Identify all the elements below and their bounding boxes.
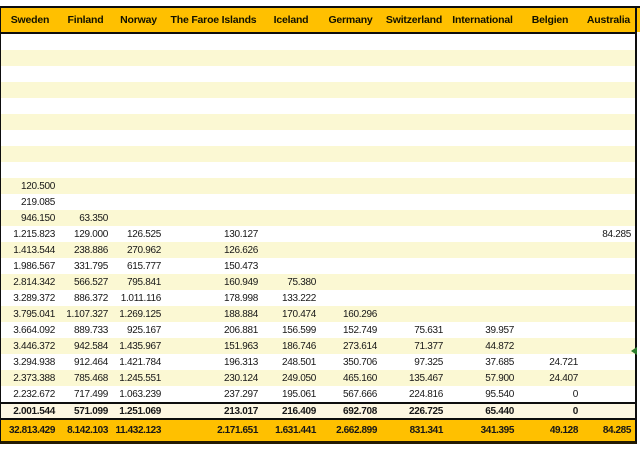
cell[interactable]: 237.297 xyxy=(223,388,258,400)
cell[interactable] xyxy=(320,226,381,242)
cell[interactable] xyxy=(165,114,262,130)
cell[interactable]: 126.626 xyxy=(223,244,258,256)
cell[interactable] xyxy=(381,114,447,130)
cell[interactable] xyxy=(381,98,447,114)
cell[interactable] xyxy=(320,258,381,274)
cell[interactable] xyxy=(59,130,112,146)
cell[interactable] xyxy=(582,50,635,66)
cell[interactable] xyxy=(582,114,635,130)
cell[interactable] xyxy=(518,226,582,242)
cell[interactable]: 1.986.567 xyxy=(13,260,55,272)
table-row xyxy=(1,82,635,98)
cell[interactable] xyxy=(262,226,320,242)
cell[interactable]: 196.313 xyxy=(223,356,258,368)
cell[interactable]: 3.289.372 xyxy=(13,292,55,304)
cell[interactable] xyxy=(518,34,582,50)
column-header-germany[interactable]: Germany xyxy=(328,14,373,26)
cell[interactable] xyxy=(165,210,262,226)
cell[interactable] xyxy=(447,130,518,146)
cell[interactable]: 24.721 xyxy=(549,356,578,368)
table-row xyxy=(1,162,635,178)
cell[interactable] xyxy=(447,50,518,66)
cell[interactable]: 195.061 xyxy=(281,388,316,400)
cell[interactable] xyxy=(320,34,381,50)
cell[interactable]: 831.341 xyxy=(409,425,443,436)
cell[interactable]: 226.725 xyxy=(408,405,443,417)
cell[interactable]: 571.099 xyxy=(73,405,108,417)
table-row xyxy=(1,338,635,354)
cell[interactable] xyxy=(582,306,635,322)
cell[interactable]: 156.599 xyxy=(281,324,316,336)
table-body xyxy=(1,34,635,402)
cell[interactable]: 135.467 xyxy=(408,372,443,384)
cell[interactable] xyxy=(1,98,59,114)
cell[interactable] xyxy=(262,146,320,162)
cell[interactable] xyxy=(262,82,320,98)
cell[interactable]: 213.017 xyxy=(223,405,258,417)
cell[interactable] xyxy=(447,66,518,82)
column-header-finland[interactable]: Finland xyxy=(67,14,104,26)
cell[interactable]: 270.962 xyxy=(126,244,161,256)
cell[interactable] xyxy=(518,178,582,194)
green-arrow-marker xyxy=(631,347,637,355)
cell[interactable] xyxy=(518,130,582,146)
cell[interactable]: 692.708 xyxy=(342,405,377,417)
table-row xyxy=(1,66,635,82)
cell[interactable] xyxy=(447,98,518,114)
cell[interactable] xyxy=(381,258,447,274)
cell[interactable] xyxy=(165,162,262,178)
cell[interactable]: 1.107.327 xyxy=(66,308,108,320)
cell[interactable]: 567.666 xyxy=(342,388,377,400)
cell[interactable] xyxy=(582,258,635,274)
cell[interactable]: 130.127 xyxy=(223,228,258,240)
cell[interactable]: 133.222 xyxy=(281,292,316,304)
cell[interactable] xyxy=(59,50,112,66)
cell[interactable] xyxy=(165,82,262,98)
cell[interactable]: 37.685 xyxy=(485,356,514,368)
cell[interactable]: 249.050 xyxy=(281,372,316,384)
cell[interactable] xyxy=(582,98,635,114)
cell[interactable] xyxy=(320,194,381,210)
cell[interactable] xyxy=(582,210,635,226)
cell[interactable]: 350.706 xyxy=(342,356,377,368)
table-row xyxy=(1,354,635,370)
cell[interactable] xyxy=(518,322,582,338)
cell[interactable]: 912.464 xyxy=(73,356,108,368)
cell[interactable] xyxy=(447,194,518,210)
cell[interactable]: 1.011.116 xyxy=(120,292,161,304)
cell[interactable] xyxy=(447,146,518,162)
cell[interactable]: 889.733 xyxy=(73,324,108,336)
cell[interactable]: 1.245.551 xyxy=(119,372,161,384)
cell[interactable] xyxy=(518,306,582,322)
cell[interactable] xyxy=(518,210,582,226)
cell[interactable] xyxy=(582,354,635,370)
cell[interactable]: 717.499 xyxy=(73,388,108,400)
cell[interactable] xyxy=(59,162,112,178)
cell[interactable]: 160.296 xyxy=(342,308,377,320)
table-row xyxy=(1,178,635,194)
cell[interactable]: 97.325 xyxy=(414,356,443,368)
cell[interactable] xyxy=(165,130,262,146)
cell[interactable]: 238.886 xyxy=(73,244,108,256)
cell[interactable]: 465.160 xyxy=(342,372,377,384)
cell[interactable] xyxy=(262,178,320,194)
table-row xyxy=(1,226,635,242)
cell[interactable] xyxy=(1,114,59,130)
cell[interactable]: 11.432.123 xyxy=(115,425,161,436)
cell[interactable] xyxy=(518,274,582,290)
table-row xyxy=(1,98,635,114)
cell[interactable] xyxy=(381,130,447,146)
cell[interactable] xyxy=(447,274,518,290)
cell[interactable] xyxy=(262,194,320,210)
cell[interactable] xyxy=(1,130,59,146)
cell[interactable]: 785.468 xyxy=(73,372,108,384)
cell[interactable] xyxy=(447,242,518,258)
cell[interactable] xyxy=(112,66,165,82)
cell[interactable] xyxy=(262,50,320,66)
cell[interactable] xyxy=(112,178,165,194)
cell[interactable] xyxy=(112,146,165,162)
cell[interactable] xyxy=(381,194,447,210)
cell[interactable]: 2.662.899 xyxy=(336,425,377,436)
cell[interactable] xyxy=(518,82,582,98)
cell[interactable] xyxy=(112,98,165,114)
cell[interactable] xyxy=(582,130,635,146)
cell[interactable] xyxy=(582,146,635,162)
cell[interactable] xyxy=(320,178,381,194)
cell[interactable]: 0 xyxy=(572,405,578,417)
cell[interactable] xyxy=(59,66,112,82)
cell[interactable] xyxy=(381,306,447,322)
cell[interactable] xyxy=(1,146,59,162)
cell[interactable] xyxy=(447,82,518,98)
cell[interactable] xyxy=(320,114,381,130)
cell[interactable] xyxy=(518,338,582,354)
cell[interactable] xyxy=(582,178,635,194)
cell[interactable] xyxy=(59,114,112,130)
table-row xyxy=(1,130,635,146)
table-row xyxy=(1,194,635,210)
table-row xyxy=(1,274,635,290)
cell[interactable]: 615.777 xyxy=(126,260,161,272)
cell[interactable]: 2.001.544 xyxy=(13,405,55,417)
cell[interactable] xyxy=(59,34,112,50)
cell[interactable] xyxy=(582,290,635,306)
cell[interactable] xyxy=(112,50,165,66)
cell[interactable]: 0 xyxy=(572,388,578,400)
table-row xyxy=(1,210,635,226)
cell[interactable] xyxy=(320,50,381,66)
cell[interactable] xyxy=(1,50,59,66)
cell[interactable]: 44.872 xyxy=(485,340,514,352)
cell[interactable] xyxy=(447,162,518,178)
cell[interactable] xyxy=(320,210,381,226)
cell[interactable] xyxy=(447,178,518,194)
cell[interactable] xyxy=(447,290,518,306)
cell[interactable] xyxy=(582,386,635,402)
cell[interactable] xyxy=(381,66,447,82)
cell[interactable] xyxy=(165,194,262,210)
cell[interactable]: 273.614 xyxy=(342,340,377,352)
cell[interactable] xyxy=(320,162,381,178)
table-row xyxy=(1,290,635,306)
cell[interactable]: 341.395 xyxy=(480,425,514,436)
cell[interactable] xyxy=(381,82,447,98)
table-row xyxy=(1,50,635,66)
cell[interactable] xyxy=(59,178,112,194)
cell[interactable]: 1.413.544 xyxy=(13,244,55,256)
cell[interactable]: 2.232.672 xyxy=(13,388,55,400)
cell[interactable]: 2.171.651 xyxy=(217,425,258,436)
cell[interactable] xyxy=(582,34,635,50)
cell[interactable]: 886.372 xyxy=(73,292,108,304)
cell[interactable]: 2.373.388 xyxy=(13,372,55,384)
cell[interactable]: 63.350 xyxy=(79,212,108,224)
table-row xyxy=(1,34,635,50)
cell[interactable] xyxy=(518,146,582,162)
cell[interactable] xyxy=(165,146,262,162)
total-row xyxy=(1,420,635,441)
cell[interactable]: 24.407 xyxy=(549,372,578,384)
cell[interactable] xyxy=(518,194,582,210)
table-row xyxy=(1,322,635,338)
cell[interactable]: 150.473 xyxy=(223,260,258,272)
cell[interactable] xyxy=(262,210,320,226)
cell[interactable] xyxy=(582,194,635,210)
spreadsheet-table xyxy=(0,6,637,444)
cell[interactable] xyxy=(582,322,635,338)
cell[interactable] xyxy=(582,404,635,418)
cell[interactable] xyxy=(447,226,518,242)
cell[interactable]: 32.813.429 xyxy=(8,425,55,436)
cell[interactable] xyxy=(165,66,262,82)
cell[interactable] xyxy=(262,34,320,50)
cell[interactable] xyxy=(447,114,518,130)
cell[interactable] xyxy=(112,34,165,50)
cell[interactable] xyxy=(112,130,165,146)
table-row xyxy=(1,114,635,130)
cell[interactable] xyxy=(381,290,447,306)
cell[interactable]: 925.167 xyxy=(126,324,161,336)
cell[interactable] xyxy=(1,34,59,50)
cell[interactable]: 1.269.125 xyxy=(119,308,161,320)
cell[interactable] xyxy=(112,194,165,210)
cell[interactable]: 170.474 xyxy=(281,308,316,320)
cell[interactable]: 1.063.239 xyxy=(119,388,161,400)
cell[interactable] xyxy=(381,274,447,290)
cell[interactable] xyxy=(582,66,635,82)
cell[interactable]: 84.285 xyxy=(602,425,631,436)
table-row xyxy=(1,306,635,322)
cell[interactable] xyxy=(381,210,447,226)
cell[interactable]: 39.957 xyxy=(485,324,514,336)
cell[interactable] xyxy=(262,114,320,130)
cell[interactable]: 120.500 xyxy=(20,180,55,192)
cell[interactable]: 49.128 xyxy=(549,425,578,436)
cell[interactable] xyxy=(381,242,447,258)
table-row xyxy=(1,242,635,258)
cell[interactable]: 3.664.092 xyxy=(13,324,55,336)
column-header-the-faroe-islands[interactable]: The Faroe Islands xyxy=(170,14,257,26)
cell[interactable] xyxy=(59,98,112,114)
cell[interactable] xyxy=(320,274,381,290)
cell[interactable] xyxy=(165,178,262,194)
cell[interactable] xyxy=(582,370,635,386)
subtotal-row xyxy=(1,402,635,420)
cell[interactable]: 95.540 xyxy=(485,388,514,400)
cell[interactable] xyxy=(262,98,320,114)
cell[interactable]: 331.795 xyxy=(73,260,108,272)
cell[interactable]: 8.142.103 xyxy=(67,425,108,436)
cell[interactable] xyxy=(165,98,262,114)
cell[interactable] xyxy=(518,290,582,306)
cell[interactable] xyxy=(262,242,320,258)
cell[interactable] xyxy=(320,146,381,162)
table-row xyxy=(1,258,635,274)
cell[interactable] xyxy=(381,178,447,194)
cell[interactable]: 230.124 xyxy=(223,372,258,384)
table-header-row xyxy=(1,8,635,34)
cell[interactable] xyxy=(381,162,447,178)
cell[interactable]: 188.884 xyxy=(223,308,258,320)
cell[interactable]: 1.251.069 xyxy=(119,405,161,417)
cell[interactable] xyxy=(582,82,635,98)
table-row xyxy=(1,146,635,162)
cell[interactable]: 126.525 xyxy=(126,228,161,240)
cell[interactable]: 178.998 xyxy=(223,292,258,304)
cell[interactable] xyxy=(582,162,635,178)
cell[interactable]: 3.795.041 xyxy=(13,308,55,320)
cell[interactable]: 224.816 xyxy=(408,388,443,400)
cell[interactable]: 206.881 xyxy=(223,324,258,336)
cell[interactable] xyxy=(320,66,381,82)
cell[interactable] xyxy=(381,146,447,162)
column-header-belgien[interactable]: Belgien xyxy=(531,14,569,26)
table-row xyxy=(1,370,635,386)
cell[interactable] xyxy=(518,66,582,82)
cell[interactable] xyxy=(320,98,381,114)
cell[interactable] xyxy=(447,34,518,50)
cell[interactable] xyxy=(518,258,582,274)
column-header-international[interactable]: International xyxy=(452,14,513,26)
cell[interactable]: 1.215.823 xyxy=(13,228,55,240)
cell[interactable] xyxy=(262,130,320,146)
cell[interactable] xyxy=(582,274,635,290)
cell[interactable] xyxy=(1,162,59,178)
column-header-sweden[interactable]: Sweden xyxy=(10,14,50,26)
cell[interactable] xyxy=(320,242,381,258)
cell[interactable] xyxy=(582,338,635,354)
cell[interactable] xyxy=(1,66,59,82)
cell[interactable]: 75.631 xyxy=(414,324,443,336)
cell[interactable]: 129.000 xyxy=(73,228,108,240)
cell[interactable]: 795.841 xyxy=(126,276,161,288)
cell[interactable] xyxy=(447,258,518,274)
cell[interactable] xyxy=(112,82,165,98)
cell[interactable] xyxy=(320,290,381,306)
cell[interactable] xyxy=(112,114,165,130)
cell[interactable]: 71.377 xyxy=(414,340,443,352)
cell[interactable]: 3.446.372 xyxy=(13,340,55,352)
cell[interactable] xyxy=(112,210,165,226)
cell[interactable] xyxy=(381,34,447,50)
cell[interactable]: 566.527 xyxy=(73,276,108,288)
cell[interactable] xyxy=(262,66,320,82)
column-header-switzerland[interactable]: Switzerland xyxy=(385,14,443,26)
cell[interactable]: 65.440 xyxy=(485,405,514,417)
cell[interactable] xyxy=(518,98,582,114)
cell[interactable]: 160.949 xyxy=(223,276,258,288)
cell[interactable] xyxy=(262,258,320,274)
column-header-australia[interactable]: Australia xyxy=(586,14,631,26)
cell[interactable] xyxy=(59,82,112,98)
cell[interactable]: 1.631.441 xyxy=(275,425,316,436)
cell[interactable]: 84.285 xyxy=(602,228,631,240)
cell[interactable] xyxy=(59,194,112,210)
cell[interactable]: 219.085 xyxy=(20,196,55,208)
cell[interactable] xyxy=(165,50,262,66)
cell[interactable]: 1.435.967 xyxy=(119,340,161,352)
column-header-iceland[interactable]: Iceland xyxy=(273,14,309,26)
cell[interactable]: 152.749 xyxy=(342,324,377,336)
column-header-norway[interactable]: Norway xyxy=(120,14,157,26)
cell[interactable] xyxy=(518,50,582,66)
cell[interactable]: 216.409 xyxy=(281,405,316,417)
cell[interactable] xyxy=(381,50,447,66)
cell[interactable] xyxy=(518,242,582,258)
cell[interactable] xyxy=(518,114,582,130)
cell[interactable] xyxy=(381,226,447,242)
cell[interactable] xyxy=(320,130,381,146)
cell[interactable]: 1.421.784 xyxy=(119,356,161,368)
cell[interactable] xyxy=(112,162,165,178)
cell[interactable] xyxy=(447,210,518,226)
cell[interactable] xyxy=(1,82,59,98)
cell[interactable] xyxy=(447,306,518,322)
cell[interactable]: 75.380 xyxy=(287,276,316,288)
cell[interactable] xyxy=(165,34,262,50)
cell[interactable] xyxy=(262,162,320,178)
table-row xyxy=(1,386,635,402)
cell[interactable]: 3.294.938 xyxy=(13,356,55,368)
cell[interactable] xyxy=(59,146,112,162)
cell[interactable] xyxy=(518,162,582,178)
cell[interactable]: 151.963 xyxy=(223,340,258,352)
cell[interactable]: 946.150 xyxy=(20,212,55,224)
cell[interactable]: 942.584 xyxy=(73,340,108,352)
cell[interactable]: 2.814.342 xyxy=(13,276,55,288)
cell[interactable]: 57.900 xyxy=(485,372,514,384)
cell[interactable]: 186.746 xyxy=(281,340,316,352)
cell[interactable] xyxy=(320,82,381,98)
cell[interactable] xyxy=(582,242,635,258)
cell[interactable]: 248.501 xyxy=(281,356,316,368)
